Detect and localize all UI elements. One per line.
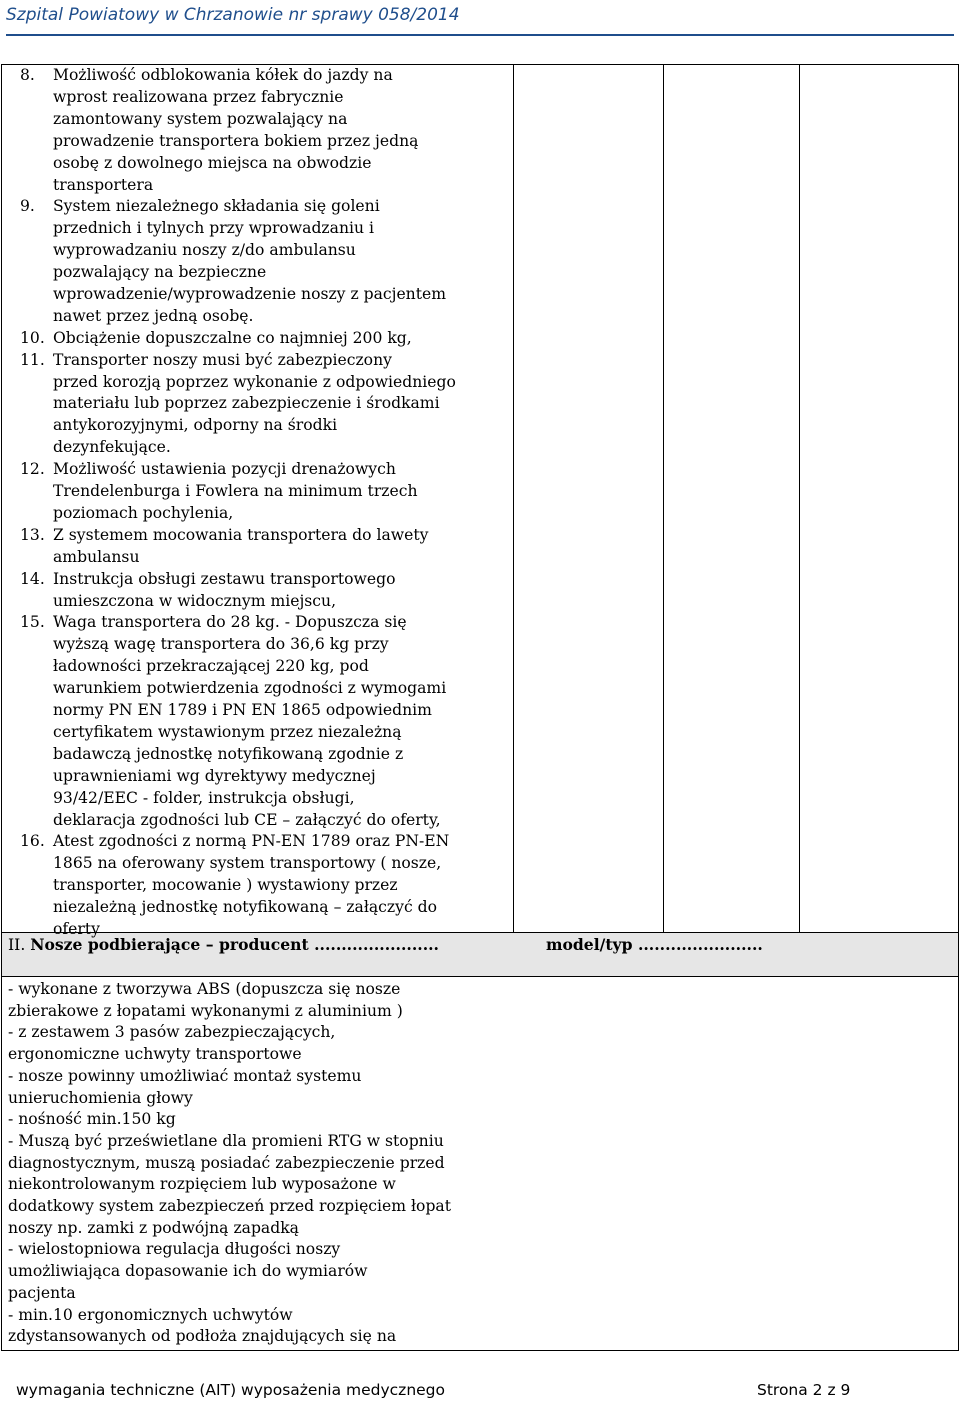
- requirement-line: dezynfekujące.: [53, 438, 171, 456]
- requirement-line: Atest zgodności z normą PN-EN 1789 oraz PN-EN: [53, 832, 450, 850]
- requirement-line: uprawnieniami wg dyrektywy medycznej: [53, 767, 376, 785]
- table-bottom-border: [1, 1350, 959, 1351]
- footer-page-number: Strona 2 z 9: [757, 1381, 851, 1399]
- stretcher-requirement-line: noszy np. zamki z podwójną zapadką: [8, 1219, 299, 1237]
- table-left-border: [1, 64, 2, 1351]
- header-title: Szpital Powiatowy w Chrzanowie nr sprawy 058/2014: [6, 5, 460, 25]
- requirement-number: 14.: [20, 570, 45, 588]
- stretcher-requirement-line: diagnostycznym, muszą posiadać zabezpieczenie przed: [8, 1154, 445, 1172]
- requirement-line: wyższą wagę transportera do 36,6 kg przy: [53, 635, 389, 653]
- requirement-line: transportera: [53, 176, 154, 194]
- section-top-border: [1, 932, 959, 933]
- requirement-number: 16.: [20, 832, 45, 850]
- requirement-line: osobę z dowolnego miejsca na obwodzie: [53, 154, 372, 172]
- column-divider-3: [799, 64, 800, 933]
- requirement-number: 10.: [20, 329, 45, 347]
- requirement-line: 1865 na oferowany system transportowy ( nosze,: [53, 854, 442, 872]
- requirement-line: ambulansu: [53, 548, 140, 566]
- stretcher-requirement-line: - wykonane z tworzywa ABS (dopuszcza się nosze: [8, 980, 401, 998]
- requirement-number: 15.: [20, 613, 45, 631]
- requirement-line: wprost realizowana przez fabrycznie: [53, 88, 344, 106]
- requirement-line: normy PN EN 1789 i PN EN 1865 odpowiednim: [53, 701, 432, 719]
- requirement-line: przed korozją poprzez wykonanie z odpowiedniego: [53, 373, 456, 391]
- stretcher-requirement-line: - Muszą być prześwietlane dla promieni RTG w stopniu: [8, 1132, 444, 1150]
- requirement-line: Trendelenburga i Fowlera na minimum trzech: [53, 482, 418, 500]
- requirement-number: 13.: [20, 526, 45, 544]
- stretcher-requirement-line: dodatkowy system zabezpieczeń przed rozpięciem łopat: [8, 1197, 451, 1215]
- requirement-line: ładowności przekraczającej 220 kg, pod: [53, 657, 369, 675]
- stretcher-requirement-line: zdystansowanych od podłoża znajdujących się na: [8, 1327, 397, 1345]
- requirement-line: nawet przez jedną osobę.: [53, 307, 254, 325]
- stretcher-requirement-line: umożliwiająca dopasowanie ich do wymiarów: [8, 1262, 368, 1280]
- requirement-line: System niezależnego składania się goleni: [53, 197, 380, 215]
- requirement-line: niezależną jednostkę notyfikowaną – załączyć do: [53, 898, 438, 916]
- stretcher-requirement-line: pacjenta: [8, 1284, 76, 1302]
- stretcher-requirement-line: niekontrolowanym rozpięciem lub wyposażone w: [8, 1175, 396, 1193]
- requirement-line: pozwalający na bezpieczne: [53, 263, 267, 281]
- requirement-number: 11.: [20, 351, 45, 369]
- requirement-line: deklaracja zgodności lub CE – załączyć do oferty,: [53, 811, 441, 829]
- requirement-line: prowadzenie transportera bokiem przez jedną: [53, 132, 419, 150]
- section-header: [8, 935, 439, 955]
- stretcher-requirement-line: - min.10 ergonomicznych uchwytów: [8, 1306, 293, 1324]
- requirement-line: transporter, mocowanie ) wystawiony przez: [53, 876, 398, 894]
- stretcher-requirement-line: - nosze powinny umożliwiać montaż systemu: [8, 1067, 362, 1085]
- page-header: [6, 0, 954, 36]
- requirement-line: wyprowadzaniu noszy z/do ambulansu: [53, 241, 356, 259]
- requirement-line: oferty: [53, 920, 100, 938]
- requirement-line: Możliwość odblokowania kółek do jazdy na: [53, 66, 393, 84]
- requirement-line: warunkiem potwierdzenia zgodności z wymogami: [53, 679, 447, 697]
- stretcher-requirement-line: - z zestawem 3 pasów zabezpieczających,: [8, 1023, 336, 1041]
- section-bottom-border: [1, 976, 959, 977]
- requirement-line: wprowadzenie/wyprowadzenie noszy z pacjentem: [53, 285, 447, 303]
- requirement-line: antykorozyjnymi, odporny na środki: [53, 416, 338, 434]
- requirement-line: materiału lub poprzez zabezpieczenie i środkami: [53, 394, 440, 412]
- requirement-line: Z systemem mocowania transportera do lawety: [53, 526, 429, 544]
- requirement-line: badawczą jednostkę notyfikowaną zgodnie z: [53, 745, 404, 763]
- requirement-line: umieszczona w widocznym miejscu,: [53, 592, 337, 610]
- requirement-number: 12.: [20, 460, 45, 478]
- stretcher-requirement-line: ergonomiczne uchwyty transportowe: [8, 1045, 302, 1063]
- requirement-line: poziomach pochylenia,: [53, 504, 234, 522]
- table-right-border: [958, 64, 959, 1351]
- requirement-line: przednich i tylnych przy wprowadzaniu i: [53, 219, 374, 237]
- section-title: Nosze podbierające – producent .......................: [30, 935, 439, 954]
- section-prefix: II.: [8, 936, 31, 954]
- stretcher-requirement-line: zbierakowe z łopatami wykonanymi z aluminium ): [8, 1002, 403, 1020]
- requirement-line: Obciążenie dopuszczalne co najmniej 200 kg,: [53, 329, 412, 347]
- section-model: model/typ .......................: [546, 935, 763, 954]
- stretcher-requirement-line: unieruchomienia głowy: [8, 1089, 193, 1107]
- requirement-line: Waga transportera do 28 kg. - Dopuszcza się: [53, 613, 407, 631]
- requirement-number: 8.: [20, 66, 35, 84]
- stretcher-requirement-line: - wielostopniowa regulacja długości noszy: [8, 1240, 341, 1258]
- stretcher-requirement-line: - nośność min.150 kg: [8, 1110, 176, 1128]
- footer-left: wymagania techniczne (AIT) wyposażenia medycznego: [16, 1381, 445, 1399]
- requirement-line: zamontowany system pozwalający na: [53, 110, 348, 128]
- requirement-line: 93/42/EEC - folder, instrukcja obsługi,: [53, 789, 355, 807]
- requirement-line: Możliwość ustawienia pozycji drenażowych: [53, 460, 396, 478]
- requirement-line: Transporter noszy musi być zabezpieczony: [53, 351, 392, 369]
- requirement-line: certyfikatem wystawionym przez niezależną: [53, 723, 402, 741]
- requirement-number: 9.: [20, 197, 35, 215]
- requirement-line: Instrukcja obsługi zestawu transportowego: [53, 570, 396, 588]
- column-divider-1: [513, 64, 514, 933]
- column-divider-2: [663, 64, 664, 933]
